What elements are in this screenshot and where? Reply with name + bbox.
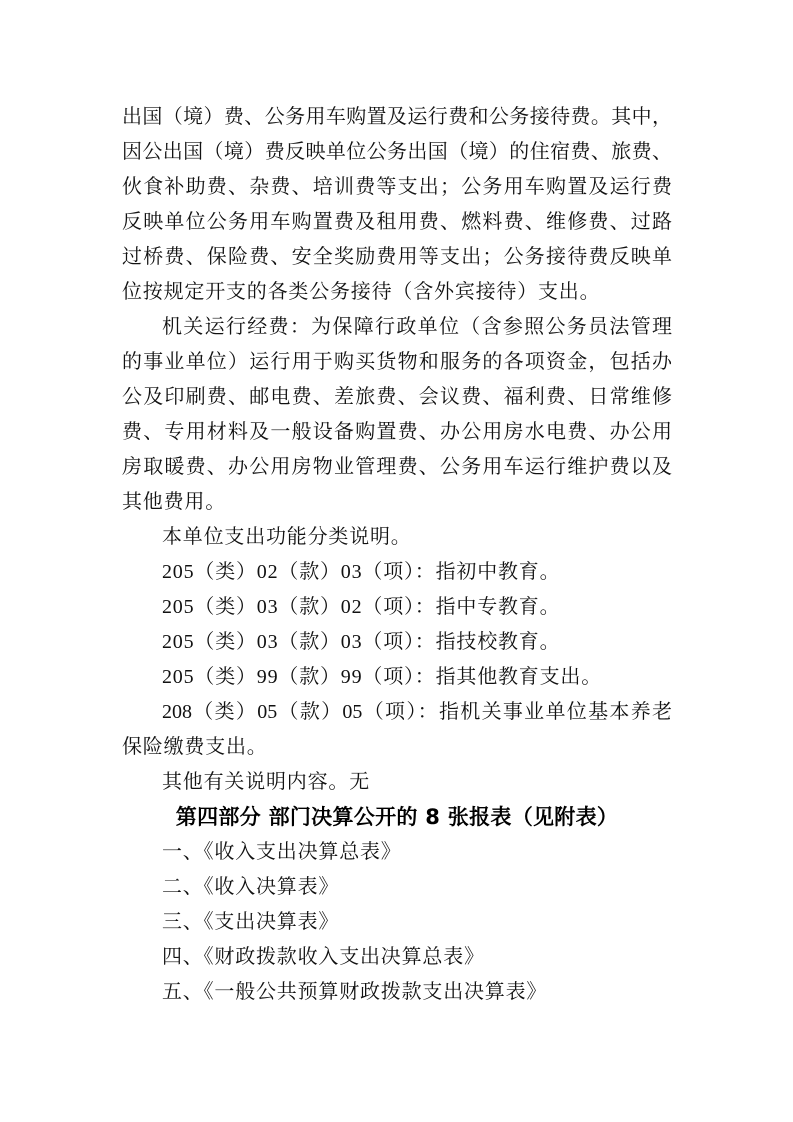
part-four-section — [122, 800, 672, 1010]
other-notes: 其他有关说明内容。无 — [162, 771, 370, 793]
paragraph-three-public-expenses — [122, 100, 672, 310]
classification-item: 205（类）03（款）03（项）：指技校教育。 — [162, 631, 561, 653]
body-line: 机关运行经费：为保障行政单位（含参照公务员法管理 — [162, 316, 672, 338]
report-list-item: 四、《财政拨款收入支出决算总表》 — [162, 946, 485, 968]
body-line: 其他费用。 — [122, 491, 226, 513]
report-list-item: 三、《支出决算表》 — [162, 911, 340, 933]
body-line: 公及印刷费、邮电费、差旅费、会议费、福利费、日常维修 — [122, 386, 672, 408]
body-line: 过桥费、保险费、安全奖励费用等支出；公务接待费反映单 — [122, 246, 672, 268]
report-list-item: 一、《收入支出决算总表》 — [162, 841, 402, 863]
classification-item: 205（类）02（款）03（项）：指初中教育。 — [162, 561, 561, 583]
function-classification-section — [122, 520, 672, 765]
body-line: 房取暖费、办公用房物业管理费、公务用车运行维护费以及 — [122, 456, 672, 478]
body-line: 费、专用材料及一般设备购置费、办公用房水电费、办公用 — [122, 421, 672, 443]
body-line: 反映单位公务用车购置费及租用费、燃料费、维修费、过路 — [122, 211, 672, 233]
body-line: 伙食补助费、杂费、培训费等支出；公务用车购置及运行费 — [122, 176, 672, 198]
classification-item-pension-continued: 保险缴费支出。 — [122, 736, 268, 758]
document-body — [122, 100, 672, 1010]
paragraph-agency-operating-expenses — [122, 310, 672, 520]
body-line: 因公出国（境）费反映单位公务出国（境）的住宿费、旅费、 — [122, 141, 672, 163]
classification-item-pension: 208（类）05（款）05（项）：指机关事业单位基本养老 — [162, 701, 672, 723]
classification-item: 205（类）99（款）99（项）：指其他教育支出。 — [162, 666, 602, 688]
report-list-item: 二、《收入决算表》 — [162, 876, 340, 898]
body-line: 位按规定开支的各类公务接待（含外宾接待）支出。 — [122, 281, 601, 303]
body-line: 的事业单位）运行用于购买货物和服务的各项资金，包括办 — [122, 351, 672, 373]
classification-item: 205（类）03（款）02（项）：指中专教育。 — [162, 596, 561, 618]
body-line: 出国（境）费、公务用车购置及运行费和公务接待费。其中， — [122, 106, 672, 128]
function-classification-intro: 本单位支出功能分类说明。 — [162, 526, 412, 548]
report-list-item: 五、《一般公共预算财政拨款支出决算表》 — [162, 981, 548, 1003]
section-heading: 第四部分 部门决算公开的 8 张报表（见附表） — [175, 805, 619, 829]
